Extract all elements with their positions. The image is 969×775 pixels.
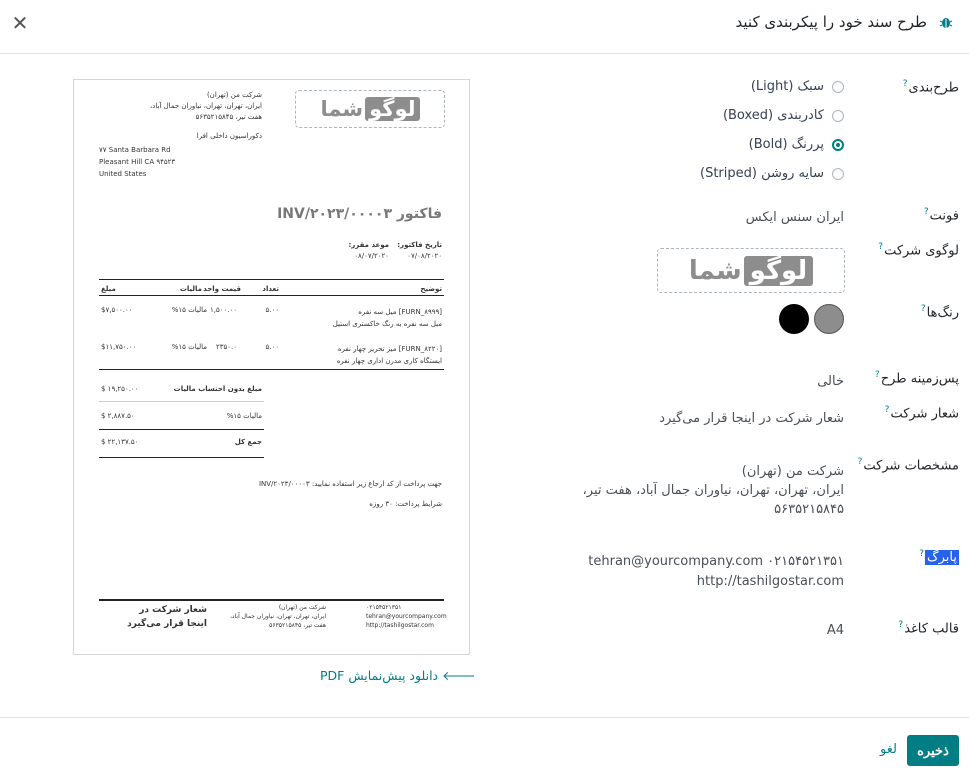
layout-label: طرح‌بندی?	[902, 79, 959, 96]
dialog-footer	[0, 717, 969, 775]
radio-icon[interactable]	[832, 81, 844, 93]
row-amount: $۷,۵۰۰.۰۰	[101, 306, 133, 314]
table-top-rule	[99, 279, 444, 280]
preview-invoice-date: تاریخ فاکتور: ۰۷/۰۸/۲۰۲۰	[397, 241, 442, 260]
table-row: [FURN_۸۹۹۹] میل سه نفره مبل سه نفره به رنگ خاکستری استیل	[332, 308, 442, 328]
help-icon[interactable]: ?	[898, 620, 904, 630]
col-description: توضیح	[420, 285, 442, 293]
preview-company-address: شرکت من (تهران) ایران، تهران، تهران، نیاوران جمال آباد، هفت تیر، ۵۶۳۵۲۱۵۸۴۵	[149, 91, 262, 121]
layout-option-bold[interactable]: پررنگ (Bold)	[749, 137, 844, 152]
total-value: $ ۲۲,۱۳۷.۵۰	[101, 438, 139, 446]
preview-footer-tagline: شعار شرکت در اینجا قرار می‌گیرد	[127, 605, 207, 629]
preview-customer-address: ۷۷ Santa Barbara Rd Pleasant Hill CA ۹۴۵۲۳ United States	[99, 146, 176, 178]
arrow-left-icon: 🡐	[442, 668, 476, 683]
table-row: [FURN_۸۲۲۰] میز تحریر چهار نفره ایستگاه کاری مدرن اداری چهار نفره	[336, 345, 442, 365]
subtotal-label: مبلغ بدون احتساب مالیات	[173, 385, 262, 393]
help-icon[interactable]: ?	[923, 207, 929, 217]
help-icon[interactable]: ?	[878, 242, 884, 252]
tax-value: $ ۲,۸۸۷.۵۰	[101, 412, 135, 420]
preview-invoice-title: فاکتور INV/۲۰۲۳/۰۰۰۰۳	[277, 206, 442, 222]
row-tax: مالیات ۱۵%	[171, 306, 207, 314]
invoice-preview	[73, 79, 470, 655]
preview-due-date: موعد مقرر: ۰۸/۰۷/۲۰۲۰	[348, 241, 389, 260]
preview-footer-address: شرکت من (تهران) ایران، تهران، تهران، نیاوران جمال آباد، هفت تیر، ۵۶۳۵۲۱۵۸۴۵	[229, 604, 326, 629]
help-icon[interactable]: ?	[884, 405, 890, 415]
col-amount: مبلغ	[101, 285, 116, 293]
radio-checked-icon[interactable]	[832, 139, 844, 151]
preview-footer-contact: ۰۲۱۵۴۵۲۱۳۵۱ tehran@yourcompany.com http://tashilgostar.com	[366, 604, 447, 629]
row-tax: مالیات ۱۵%	[171, 343, 207, 351]
total-label: جمع کل	[234, 438, 262, 446]
tagline-label: شعار شرکت?	[884, 405, 959, 422]
paper-select[interactable]: A4	[826, 623, 844, 638]
totals-rule	[99, 457, 264, 458]
layout-option-striped[interactable]: سایه روشن (Striped)	[700, 166, 844, 181]
radio-icon[interactable]	[832, 168, 844, 180]
help-icon[interactable]: ?	[919, 549, 924, 559]
totals-rule	[99, 429, 264, 430]
footer-input[interactable]: tehran@yourcompany.com ۰۲۱۵۴۵۲۱۳۵۱ http://tashilgostar.com	[588, 554, 844, 589]
background-select[interactable]: خالی	[817, 374, 844, 389]
help-icon[interactable]: ?	[902, 79, 908, 89]
logo-label: لوگوی شرکت?	[878, 242, 959, 259]
details-label: مشخصات شرکت?	[857, 457, 959, 474]
layout-option-light[interactable]: سبک (Light)	[751, 79, 844, 94]
color-swatch-secondary[interactable]	[779, 304, 809, 334]
row-unit-price: ۲۳۵۰.۰	[215, 343, 237, 351]
font-label: فونت?	[923, 207, 959, 224]
help-icon[interactable]: ?	[857, 457, 863, 467]
download-preview-link[interactable]: 🡐 دانلود پیش‌نمایش PDF	[320, 668, 476, 683]
row-quantity: ۵.۰۰	[265, 343, 279, 351]
dialog-header	[0, 0, 969, 54]
totals-rule	[99, 401, 264, 402]
footer-rule	[99, 599, 444, 601]
help-icon[interactable]: ?	[920, 304, 926, 314]
subtotal-value: $ ۱۹,۲۵۰.۰۰	[101, 385, 139, 393]
paper-label: قالب کاغذ?	[898, 620, 959, 637]
layout-option-boxed[interactable]: کادربندی (Boxed)	[723, 108, 844, 123]
row-amount: $۱۱,۷۵۰.۰۰	[101, 343, 137, 351]
dialog-title: طرح سند خود را پیکربندی کنید	[735, 13, 927, 31]
preview-logo: شما لوگو	[295, 90, 445, 128]
help-icon[interactable]: ?	[874, 370, 880, 380]
row-quantity: ۵.۰۰	[265, 306, 279, 314]
preview-customer-name: دکوراسیون داخلی افرا	[196, 132, 262, 140]
payment-terms: شرایط پرداخت: ۳۰ روزه	[369, 500, 442, 508]
cancel-button[interactable]: لغو	[880, 742, 897, 757]
tax-label: مالیات ۱۵%	[226, 412, 262, 420]
radio-icon[interactable]	[832, 110, 844, 122]
col-taxes: مالیات	[179, 285, 202, 293]
close-icon[interactable]: ✕	[11, 11, 29, 35]
background-label: پس‌زمینه طرح?	[874, 370, 959, 387]
color-swatch-primary[interactable]	[814, 304, 844, 334]
table-bottom-rule	[99, 369, 444, 370]
tagline-input[interactable]: شعار شرکت در اینجا قرار می‌گیرد	[659, 411, 844, 426]
table-header-rule	[99, 295, 444, 296]
row-unit-price: ۱,۵۰۰.۰۰	[209, 306, 237, 314]
font-select[interactable]: ایران سنس ایکس	[745, 210, 844, 225]
col-unit-price: قیمت واحد	[203, 285, 241, 293]
col-quantity: تعداد	[262, 285, 279, 293]
bug-icon	[939, 15, 953, 29]
payment-reference: جهت پرداخت از کد ارجاع زیر استفاده نمایید: INV/۲۰۲۳/۰۰۰۰۳	[258, 480, 442, 488]
colors-label: رنگ‌ها?	[920, 304, 959, 321]
save-button[interactable]: ذخیره	[907, 735, 959, 766]
footer-label: پابرگ?	[919, 549, 957, 566]
details-input[interactable]: شرکت من (تهران) ایران، تهران، تهران، نیاوران جمال آباد، هفت تیر، ۵۶۳۵۲۱۵۸۴۵	[582, 464, 844, 517]
company-logo[interactable]: شما لوگو	[657, 248, 845, 293]
